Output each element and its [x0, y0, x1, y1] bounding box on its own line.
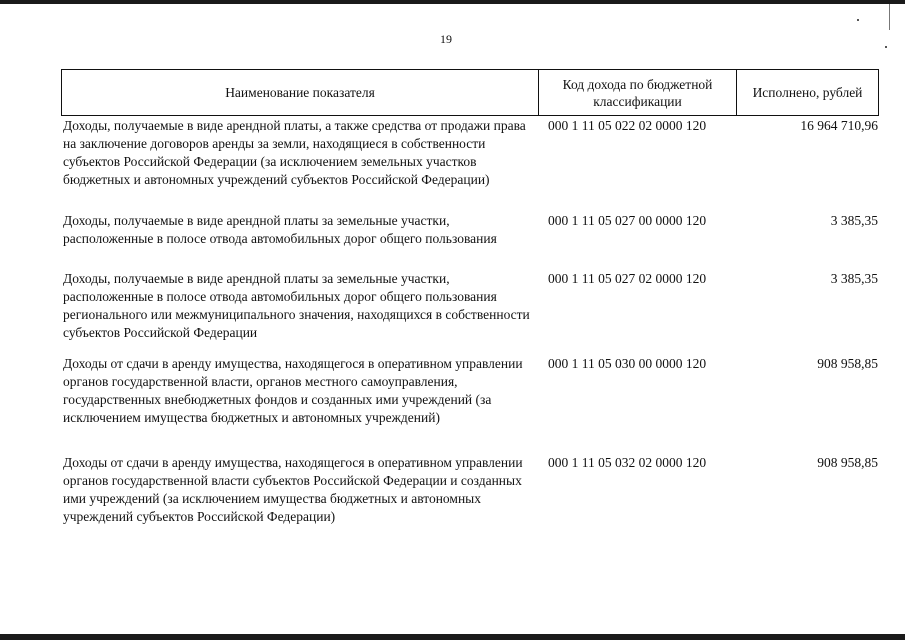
row-name: Доходы, получаемые в виде арендной платы за земельные участки, расположенные в полосе отвода автомобильных дорог общего пользования — [63, 213, 497, 246]
row-amount: 3 385,35 — [830, 213, 878, 228]
row-code: 000 1 11 05 030 00 0000 120 — [548, 356, 707, 371]
header-amount: Исполнено, рублей — [752, 85, 863, 100]
row-code: 000 1 11 05 032 02 0000 120 — [548, 455, 707, 470]
row-name: Доходы от сдачи в аренду имущества, находящегося в оперативном управлении органов государственной власти субъектов Российской Федерации и созданных ими учреждений (за исключением имущества бюджетных и автономных учреждений субъектов Российской Федерации) — [63, 455, 523, 524]
row-code: 000 1 11 05 027 00 0000 120 — [548, 213, 707, 228]
page-number: 19 — [440, 32, 452, 46]
row-code: 000 1 11 05 027 02 0000 120 — [548, 271, 707, 286]
row-amount: 3 385,35 — [830, 271, 878, 286]
row-name: Доходы, получаемые в виде арендной платы, а также средства от продажи права на заключение договоров аренды за земли, находящиеся в собственности субъектов Российской Федерации (за исключением земельных участков бюджетных и автономных учреждений субъектов Российской Федерации) — [63, 118, 526, 187]
header-name: Наименование показателя — [225, 85, 375, 100]
scan-speck — [857, 19, 859, 21]
row-name: Доходы от сдачи в аренду имущества, находящегося в оперативном управлении органов государственной власти, органов местного самоуправления, государственных внебюджетных фондов и созданных ими учреждений (за исключением имущества бюджетных и автономных учреждений) — [63, 356, 523, 425]
scan-mark-right — [889, 4, 890, 30]
row-code: 000 1 11 05 022 02 0000 120 — [548, 118, 707, 133]
header-code: Код дохода по бюджетной классификации — [562, 76, 713, 109]
scan-border-bottom — [0, 634, 905, 640]
scan-speck — [885, 46, 887, 48]
row-amount: 908 958,85 — [817, 356, 878, 371]
row-amount: 16 964 710,96 — [800, 118, 878, 133]
scan-border-top — [0, 0, 905, 4]
row-amount: 908 958,85 — [817, 455, 878, 470]
table-header — [61, 69, 879, 116]
row-name: Доходы, получаемые в виде арендной платы за земельные участки, расположенные в полосе отвода автомобильных дорог общего пользования регионального или межмуниципального значения, находящихся в собственности субъектов Российской Федерации — [63, 271, 530, 340]
